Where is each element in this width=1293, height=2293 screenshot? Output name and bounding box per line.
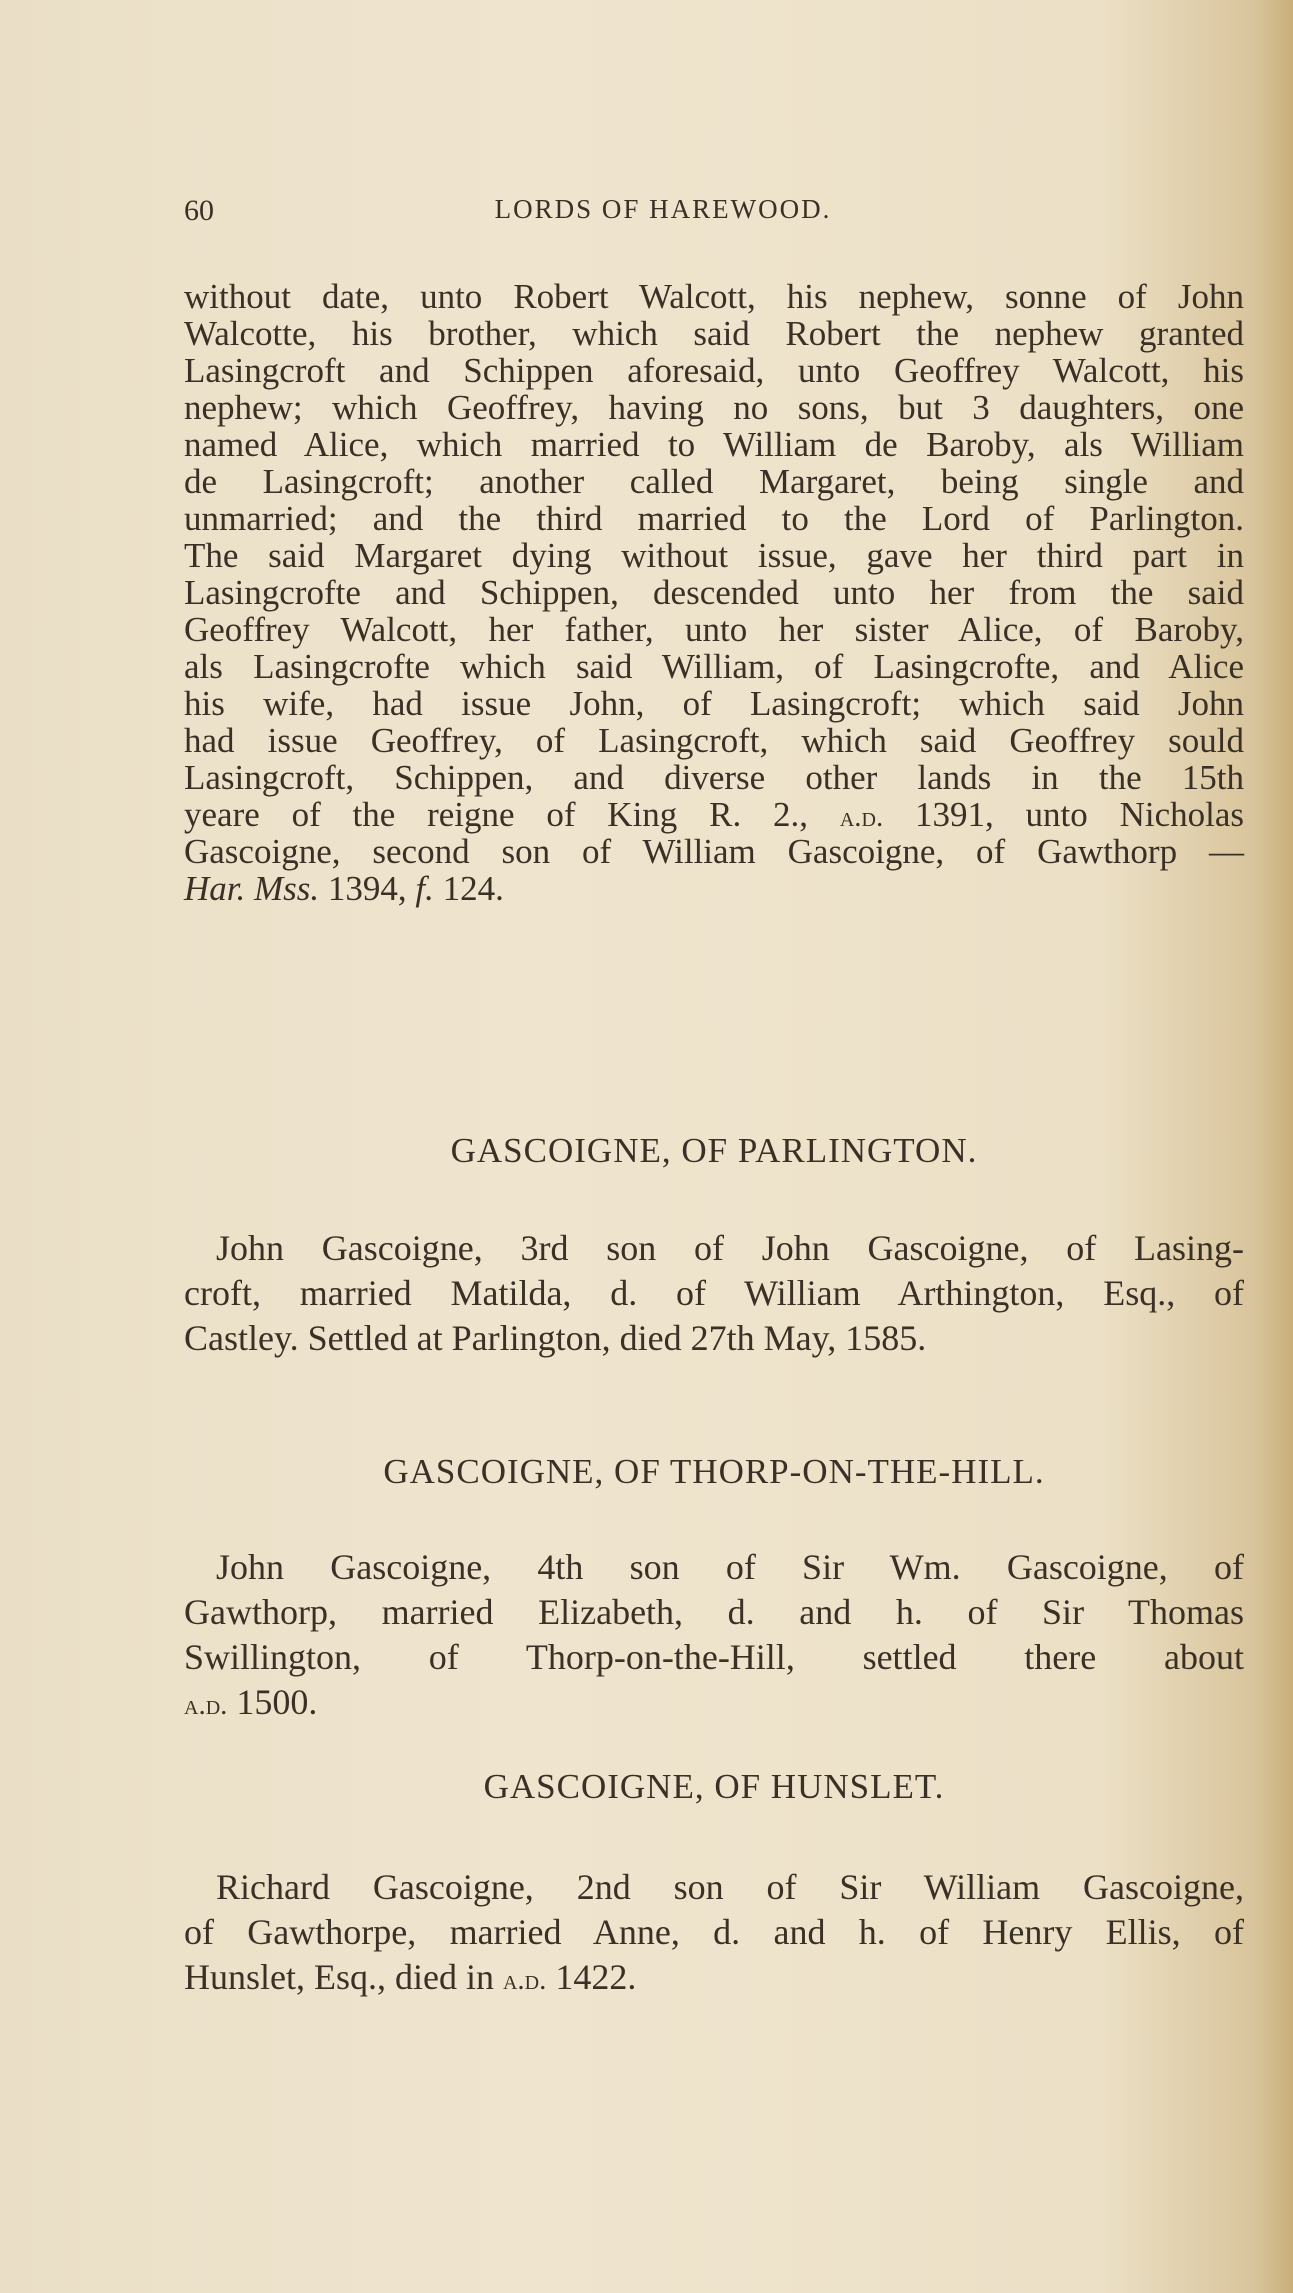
anno-domini: a.d. xyxy=(502,1964,547,1996)
text-line: John Gascoigne, 4th son of Sir Wm. Gascoigne, of xyxy=(216,1547,1244,1587)
text-line: croft, married Matilda, d. of William Arthington, Esq., of xyxy=(184,1273,1244,1313)
text-line: Castley. Settled at Parlington, died 27th May, 1585. xyxy=(184,1318,927,1358)
citation-number: 1394, xyxy=(319,869,416,908)
text-line: John Gascoigne, 3rd son of John Gascoigne, of Lasing- xyxy=(216,1228,1244,1268)
text-line: Lasingcrofte and Schippen, descended unto her from the said xyxy=(184,573,1244,612)
text-line xyxy=(184,796,1244,833)
section-body-parlington xyxy=(184,1226,1244,1361)
text-line: Lasingcroft and Schippen aforesaid, unto Geoffrey Walcott, his xyxy=(184,351,1244,390)
section-heading-hunslet: GASCOIGNE, OF HUNSLET. xyxy=(483,1767,945,1806)
text-line: Lasingcroft, Schippen, and diverse other lands in the 15th xyxy=(184,758,1244,797)
text-line: Gawthorp, married Elizabeth, d. and h. of Sir Thomas xyxy=(184,1592,1244,1632)
text-line: Walcotte, his brother, which said Robert the nephew granted xyxy=(184,314,1244,353)
running-title: LORDS OF HAREWOOD. xyxy=(494,194,832,224)
text-line: unmarried; and the third married to the Lord of Parlington. xyxy=(184,499,1244,538)
citation-folio: f. xyxy=(415,869,434,908)
text-line: Swillington, of Thorp-on-the-Hill, settled there about xyxy=(184,1637,1244,1677)
text-line: named Alice, which married to William de Baroby, als William xyxy=(184,425,1244,464)
page-number: 60 xyxy=(184,194,214,227)
section-heading-parlington: GASCOIGNE, OF PARLINGTON. xyxy=(450,1131,978,1170)
anno-domini: a.d. xyxy=(184,1689,228,1721)
text-line: Geoffrey Walcott, her father, unto her sister Alice, of Baroby, xyxy=(184,610,1244,649)
text-line: of Gawthorpe, married Anne, d. and h. of Henry Ellis, of xyxy=(184,1912,1244,1952)
citation-page: 124. xyxy=(433,869,504,908)
running-head xyxy=(184,194,1142,234)
anno-domini: a.d. xyxy=(839,801,884,833)
text-fragment: 1422. xyxy=(546,1957,637,1997)
citation-line xyxy=(184,870,1244,907)
text-line: Richard Gascoigne, 2nd son of Sir William Gascoigne, xyxy=(216,1867,1244,1907)
text-fragment: Hunslet, Esq., died in xyxy=(184,1957,503,1997)
text-fragment: 1391, unto Nicholas xyxy=(883,795,1245,834)
text-line: had issue Geoffrey, of Lasingcroft, which said Geoffrey sould xyxy=(184,721,1244,760)
text-line xyxy=(184,1955,1244,2000)
text-line: als Lasingcrofte which said William, of Lasingcrofte, and Alice xyxy=(184,647,1244,686)
section-heading-thorp: GASCOIGNE, OF THORP-ON-THE-HILL. xyxy=(383,1452,1045,1491)
section-body-hunslet xyxy=(184,1865,1244,2000)
text-line xyxy=(184,1680,1244,1725)
text-line: Gascoigne, second son of William Gascoigne, of Gawthorp — xyxy=(184,832,1244,871)
intro-paragraph xyxy=(184,278,1244,907)
text-line: The said Margaret dying without issue, gave her third part in xyxy=(184,536,1244,575)
text-fragment: yeare of the reigne of King R. 2., xyxy=(184,795,840,834)
text-line: his wife, had issue John, of Lasingcroft; which said John xyxy=(184,684,1244,723)
text-line: de Lasingcroft; another called Margaret, being single and xyxy=(184,462,1244,501)
text-line: nephew; which Geoffrey, having no sons, but 3 daughters, one xyxy=(184,388,1244,427)
text-line: without date, unto Robert Walcott, his nephew, sonne of John xyxy=(184,277,1244,316)
text-fragment: 1500. xyxy=(227,1682,318,1722)
citation-source: Har. Mss. xyxy=(184,869,320,908)
section-body-thorp xyxy=(184,1545,1244,1725)
